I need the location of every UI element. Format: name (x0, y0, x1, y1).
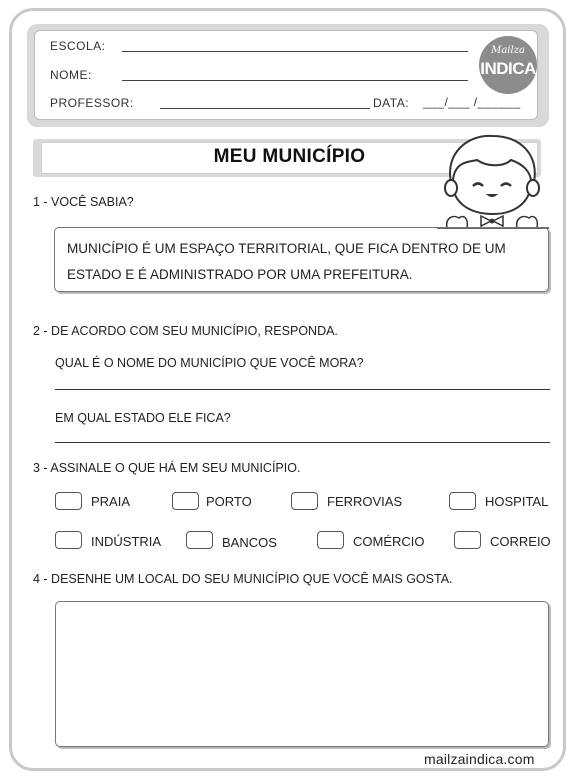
question-1-label: 1 - VOCÊ SABIA? (33, 195, 134, 209)
boy-illustration-icon (437, 130, 549, 230)
checkbox-comercio[interactable] (317, 531, 344, 549)
checkbox-industria[interactable] (55, 531, 82, 549)
checkbox-ferrovias[interactable] (291, 492, 318, 510)
professor-field[interactable] (160, 108, 370, 109)
escola-field[interactable] (122, 51, 468, 52)
nome-label: NOME: (50, 68, 92, 82)
option-porto-label: PORTO (206, 494, 252, 509)
footer-site: mailzaindica.com (424, 751, 535, 767)
option-industria-label: INDÚSTRIA (91, 534, 162, 549)
checkbox-bancos[interactable] (186, 531, 213, 549)
question-2b-text: EM QUAL ESTADO ELE FICA? (55, 411, 231, 425)
logo-top-text: Mailza (491, 45, 525, 56)
drawing-area[interactable] (55, 601, 549, 747)
municipio-answer-line[interactable] (55, 389, 550, 390)
date-field[interactable]: ___/___ /______ (423, 95, 521, 109)
info-box (54, 227, 549, 292)
page-title: MEU MUNICÍPIO (213, 146, 366, 167)
question-2a-text: QUAL É O NOME DO MUNICÍPIO QUE VOCÊ MORA? (55, 356, 364, 370)
checkbox-hospital[interactable] (449, 492, 476, 510)
estado-answer-line[interactable] (55, 442, 550, 443)
option-correio-label: CORREIO (490, 534, 551, 549)
option-bancos-label: BANCOS (222, 535, 277, 550)
info-text-line-2: ESTADO E É ADMINISTRADO POR UMA PREFEITURA. (67, 267, 413, 282)
question-4-label: 4 - DESENHE UM LOCAL DO SEU MUNICÍPIO QUE VOCÊ MAIS GOSTA. (33, 572, 453, 586)
option-ferrovias-label: FERROVIAS (327, 494, 403, 509)
nome-field[interactable] (122, 80, 468, 81)
checkbox-praia[interactable] (55, 492, 82, 510)
option-praia-label: PRAIA (91, 494, 131, 509)
data-label: DATA: (373, 96, 410, 110)
checkbox-porto[interactable] (172, 492, 199, 510)
option-comercio-label: COMÉRCIO (353, 534, 425, 549)
logo-bottom-text: INDICA (480, 59, 536, 78)
mailza-logo (479, 36, 537, 94)
escola-label: ESCOLA: (50, 39, 106, 53)
question-2-label: 2 - DE ACORDO COM SEU MUNICÍPIO, RESPONDA. (33, 324, 338, 338)
info-text-line-1: MUNICÍPIO É UM ESPAÇO TERRITORIAL, QUE FICA DENTRO DE UM (67, 241, 506, 256)
professor-label: PROFESSOR: (50, 96, 134, 110)
question-3-label: 3 - ASSINALE O QUE HÁ EM SEU MUNICÍPIO. (33, 461, 301, 475)
checkbox-correio[interactable] (454, 531, 481, 549)
option-hospital-label: HOSPITAL (485, 494, 549, 509)
